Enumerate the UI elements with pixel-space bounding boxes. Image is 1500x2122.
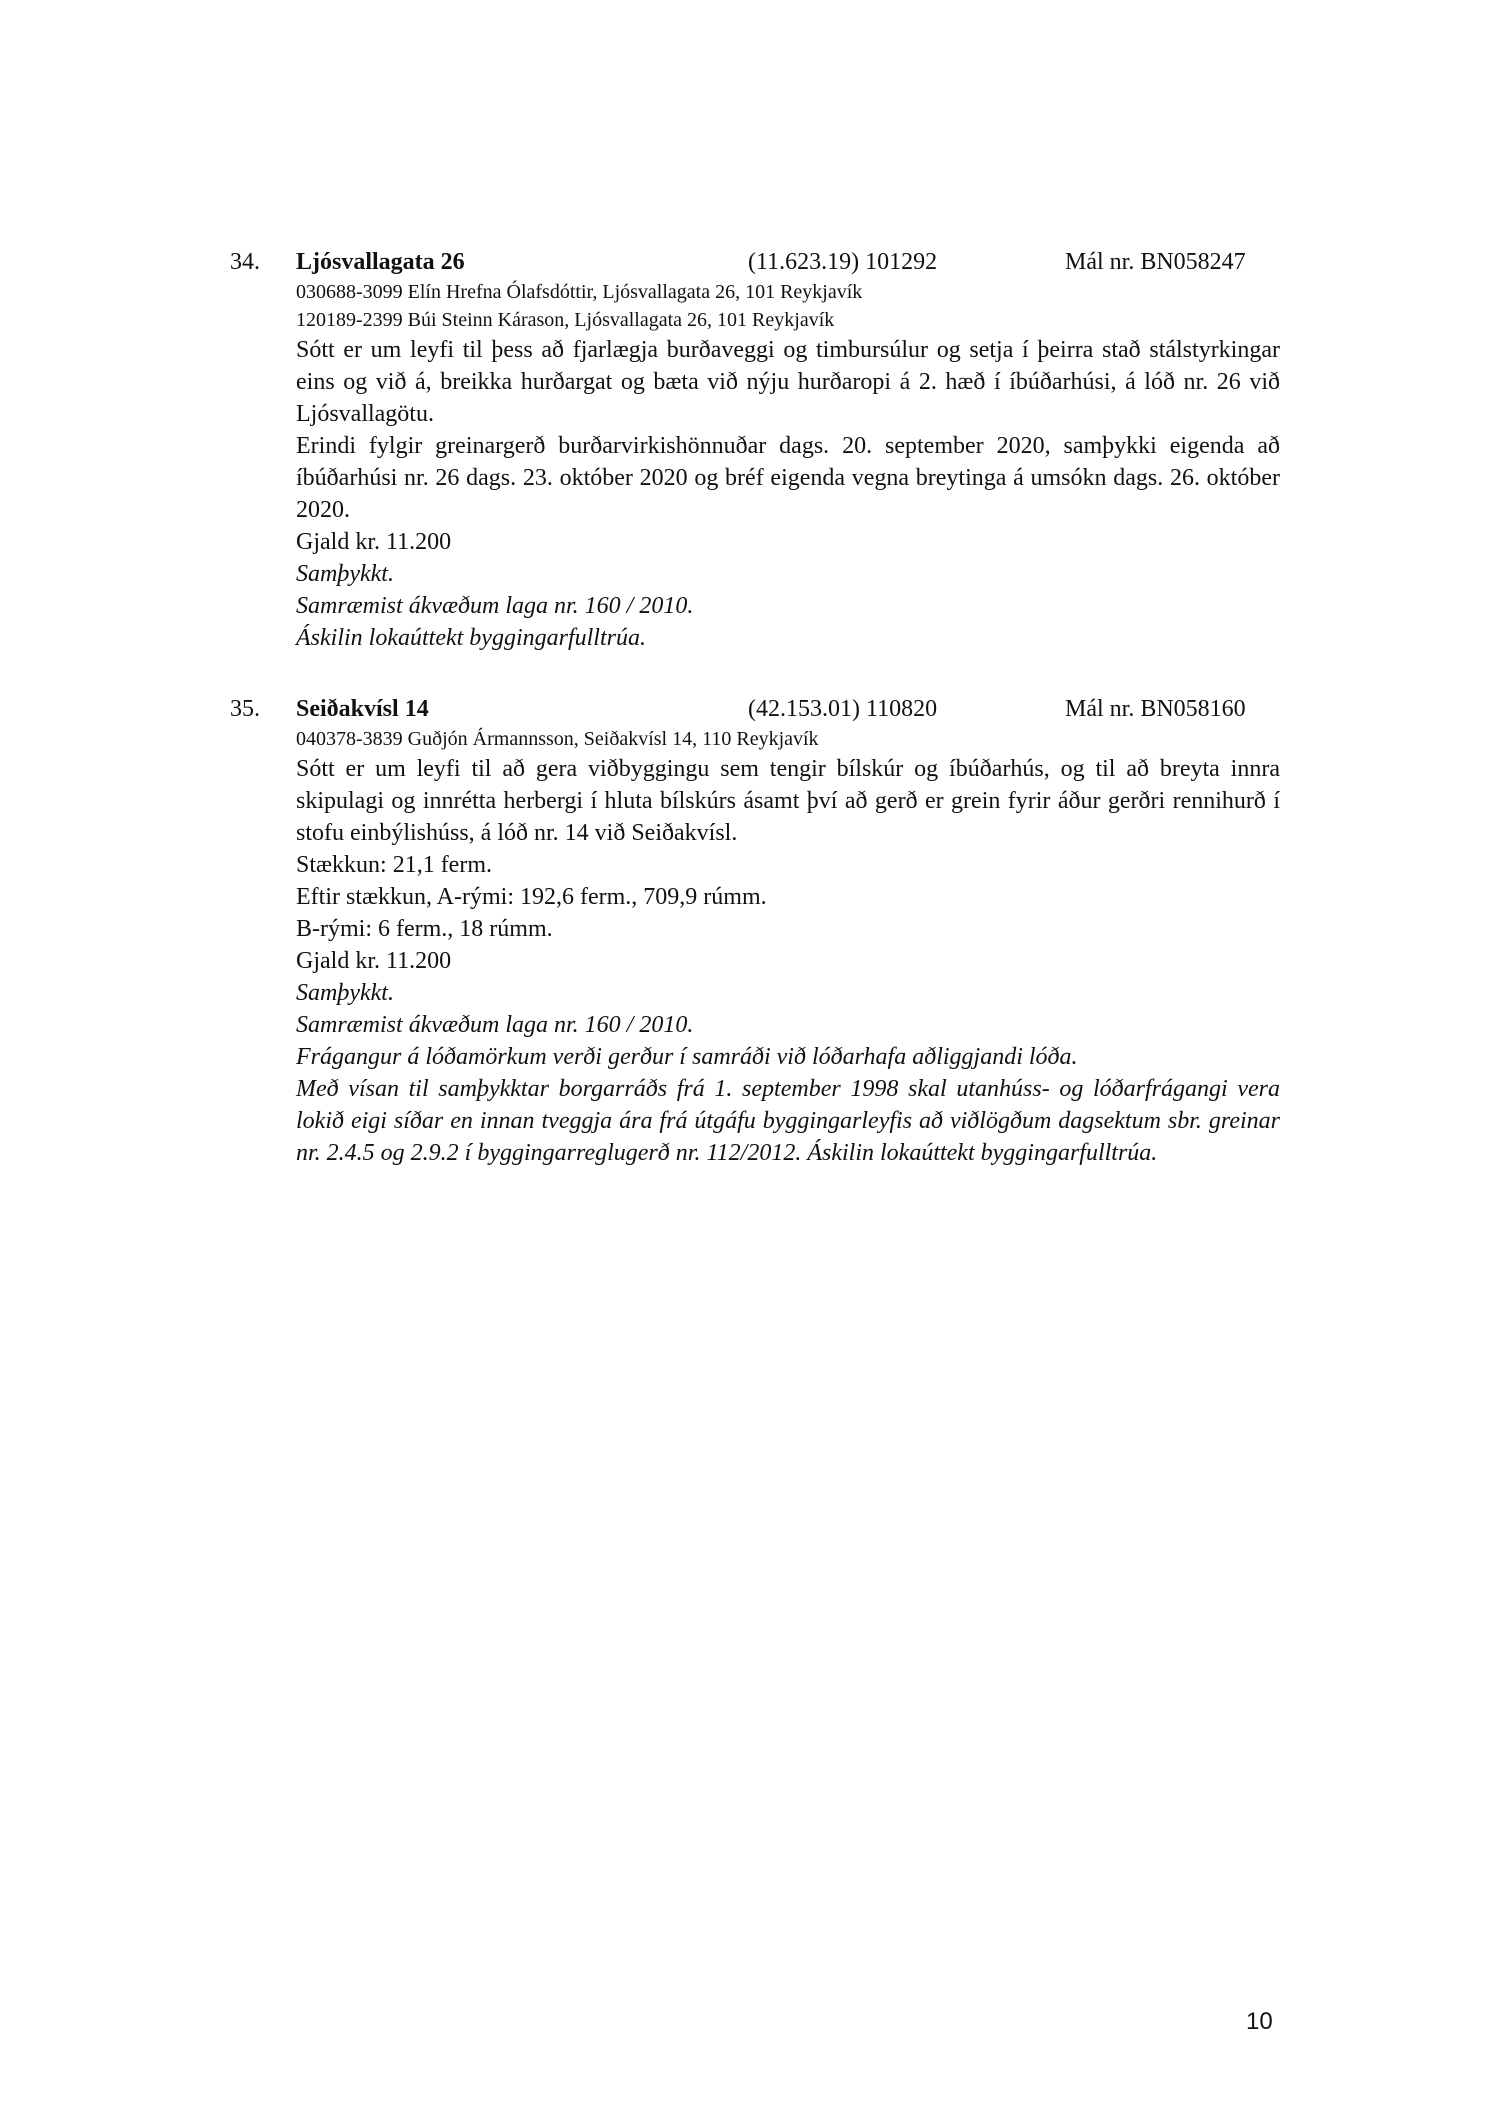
measurement-line: Eftir stækkun, A-rými: 192,6 ferm., 709,9 rúmm.	[296, 884, 767, 910]
entry-reference: (11.623.19) 101292	[748, 249, 938, 275]
owner-line: 030688-3099 Elín Hrefna Ólafsdóttir, Ljósvallagata 26, 101 Reykjavík	[296, 281, 863, 303]
owner-line: 040378-3839 Guðjón Ármannsson, Seiðakvísl 14, 110 Reykjavík	[296, 728, 819, 750]
entry-decision: Samþykkt.	[296, 561, 394, 587]
entry-case-number: Mál nr. BN058247	[1065, 249, 1246, 275]
entry-description: Sótt er um leyfi til að gera viðbyggingu sem tengir bílskúr og íbúðarhús, og til að breyta innra skipulagi og innrétta herbergi í hluta bílskúrs ásamt því að gerð er grein fyrir áður gerðri rennihurð í stofu einbýlishúss, á lóð nr. 14 við Seiðakvísl.	[296, 756, 1280, 846]
entry-body	[296, 725, 1280, 1169]
page-number: 10	[1246, 2008, 1273, 2035]
entry-fee: Gjald kr. 11.200	[296, 529, 452, 555]
entry-number: 35.	[230, 696, 260, 722]
entry-attachment: Erindi fylgir greinargerð burðarvirkishönnuðar dags. 20. september 2020, samþykki eigenda að íbúðarhúsi nr. 26 dags. 23. október 2020 og bréf eigenda vegna breytinga á umsókn dags. 26. október 2020.	[296, 433, 1280, 523]
entry-reference: (42.153.01) 110820	[748, 696, 938, 722]
entry-note: Með vísan til samþykktar borgarráðs frá 1. september 1998 skal utanhúss- og lóðarfrágangi vera lokið eigi síðar en innan tveggja ára frá útgáfu byggingarleyfis að viðlögðum dagsektum sbr. greinar nr. 2.4.5 og 2.9.2 í byggingarreglugerð nr. 112/2012. Áskilin lokaúttekt byggingarfulltrúa.	[296, 1076, 1280, 1166]
entry-note: Samræmist ákvæðum laga nr. 160 / 2010.	[296, 593, 694, 619]
entry-note: Áskilin lokaúttekt byggingarfulltrúa.	[296, 625, 646, 651]
entry-number: 34.	[230, 249, 260, 275]
entry-header	[230, 693, 1280, 725]
owner-line: 120189-2399 Búi Steinn Kárason, Ljósvallagata 26, 101 Reykjavík	[296, 309, 835, 331]
entry-address: Seiðakvísl 14	[296, 696, 429, 722]
entry-description: Sótt er um leyfi til þess að fjarlægja burðaveggi og timbursúlur og setja í þeirra stað stálstyrkingar eins og við á, breikka hurðargat og bæta við nýju hurðaropi á 2. hæð í íbúðarhúsi, á lóð nr. 26 við Ljósvallagötu.	[296, 337, 1280, 427]
case-entry	[230, 246, 1280, 654]
measurement-line: Stækkun: 21,1 ferm.	[296, 852, 492, 878]
entry-body	[296, 278, 1280, 654]
entry-decision: Samþykkt.	[296, 980, 394, 1006]
entry-note: Samræmist ákvæðum laga nr. 160 / 2010.	[296, 1012, 694, 1038]
entry-header	[230, 246, 1280, 278]
entry-fee: Gjald kr. 11.200	[296, 948, 452, 974]
entry-address: Ljósvallagata 26	[296, 249, 465, 275]
entry-case-number: Mál nr. BN058160	[1065, 696, 1246, 722]
case-entry	[230, 693, 1280, 1169]
measurement-line: B-rými: 6 ferm., 18 rúmm.	[296, 916, 553, 942]
entry-note: Frágangur á lóðamörkum verði gerður í samráði við lóðarhafa aðliggjandi lóða.	[296, 1044, 1078, 1070]
